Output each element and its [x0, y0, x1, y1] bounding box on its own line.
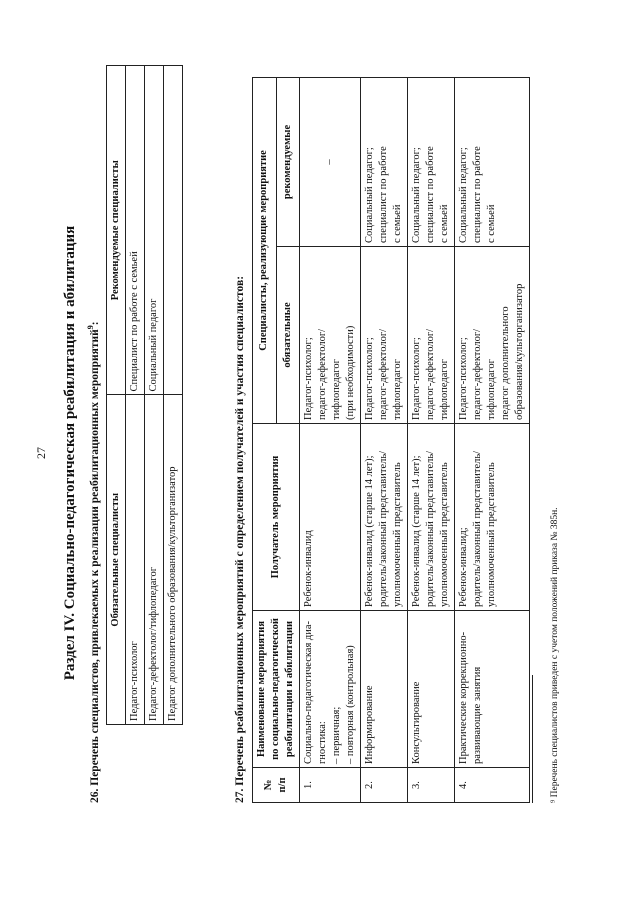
cell-mandatory — [455, 246, 530, 423]
text-line: гностика: — [317, 720, 328, 764]
text-line: Ребенок-инвалид; — [458, 526, 469, 607]
measures-table — [252, 77, 530, 803]
header-line: по социально-педагогической — [270, 617, 281, 760]
cell-name — [455, 610, 530, 767]
text-line: Социально-педагогическая диа- — [303, 620, 314, 764]
text-line: Педагог-психолог; — [411, 336, 422, 420]
section-26-heading: 26. Перечень специалистов, привлекаемых к реализации реабилитационных мероприятий$^9$: — [86, 320, 101, 803]
text-line: образования/культорганизатор — [514, 283, 525, 420]
text-line: Информирование — [364, 685, 375, 764]
text-line: Ребенок-инвалид — [303, 529, 314, 607]
text-line: Ребенок-инвалид (старше 14 лет); — [411, 454, 422, 607]
text-line: педагог дополнительного — [500, 305, 511, 420]
cell-required: Педагог-дефектолог/тифлопедагог — [145, 395, 164, 725]
cell-recommended: Специалист по работе с семьей — [126, 65, 145, 395]
table-row — [408, 77, 455, 802]
col-recommended-header: Рекомендуемые специалисты — [107, 65, 126, 395]
text-line: Педагог-психолог; — [303, 336, 314, 420]
cell-mandatory — [300, 246, 361, 423]
text-line: уполномоченный представитель — [439, 461, 450, 607]
cell-name — [408, 610, 455, 767]
cell-recipient — [408, 423, 455, 610]
text-line: (при необходимости) — [345, 325, 356, 420]
text-line: уполномоченный представитель — [392, 461, 403, 607]
text-line: уполномоченный представитель — [486, 461, 497, 607]
cell-name — [361, 610, 408, 767]
col-required-header: Обязательные специалисты — [107, 395, 126, 725]
text-line: тифлопедагог — [392, 358, 403, 420]
footnote-divider — [532, 675, 533, 803]
text-line: Педагог-психолог; — [458, 336, 469, 420]
table-row — [164, 65, 183, 724]
cell-required: Педагог дополнительного образования/культорганизатор — [164, 395, 183, 725]
cell-name — [300, 610, 361, 767]
text-line: – повторная (контрольная) — [345, 644, 356, 764]
col-mandatory-header: обязательные — [276, 246, 300, 423]
cell-recommended — [455, 77, 530, 246]
header-line: Наименование мероприятия — [256, 620, 267, 757]
text-line: Консультирование — [411, 681, 422, 764]
text-line: – — [324, 158, 335, 165]
text-line: тифлопедагог — [439, 358, 450, 420]
col-recipient-header: Получатель мероприятия — [253, 423, 300, 610]
cell-recommended — [164, 65, 183, 395]
table-row — [300, 77, 361, 802]
specialists-table — [106, 65, 183, 725]
col-name-header — [253, 610, 300, 767]
text-line: родитель/законный представитель/ — [425, 450, 436, 607]
text-line: Ребенок-инвалид (старше 14 лет); — [364, 454, 375, 607]
text-line: Социальный педагог; — [411, 146, 422, 243]
table-row — [361, 77, 408, 802]
text-line: с семьей — [392, 204, 403, 243]
text-line: педагог-дефектолог/ — [378, 328, 389, 420]
text-line: Педагог-психолог; — [364, 336, 375, 420]
table-row — [145, 65, 164, 724]
text-line: тифлопедагог — [486, 358, 497, 420]
rotated-content — [20, 23, 620, 883]
text-line: специалист по работе — [425, 145, 436, 243]
cell-mandatory — [361, 246, 408, 423]
footnote-reference: 9 — [86, 324, 95, 329]
page-number: 27 — [34, 446, 48, 459]
text-line: – первичная; — [331, 706, 342, 764]
text-line: Социальный педагог; — [364, 146, 375, 243]
text-line: Практические коррекционно- — [458, 631, 469, 764]
header-line: п/п — [277, 776, 288, 793]
table-row — [455, 77, 530, 802]
text-line: Социальный педагог; — [458, 146, 469, 243]
section-26-heading-text: 26. Перечень специалистов, привлекаемых к реализации реабилитационных мероприятий — [88, 328, 101, 803]
cell-recommended — [408, 77, 455, 246]
text-line: с семьей — [439, 204, 450, 243]
cell-recommended — [361, 77, 408, 246]
text-line: родитель/законный представитель/ — [378, 450, 389, 607]
cell-num: 3. — [408, 767, 455, 802]
cell-recipient — [300, 423, 361, 610]
text-line: развивающие занятия — [472, 666, 483, 764]
cell-recommended — [300, 77, 361, 246]
cell-required: Педагог-психолог — [126, 395, 145, 725]
table-header-row — [107, 65, 126, 724]
cell-num: 4. — [455, 767, 530, 802]
header-line: № — [263, 779, 274, 790]
cell-mandatory — [408, 246, 455, 423]
text-line: родитель/законный представитель/ — [472, 450, 483, 607]
cell-num: 1. — [300, 767, 361, 802]
cell-recommended: Социальный педагог — [145, 65, 164, 395]
section-title: Раздел IV. Социально-педагогическая реабилитация и абилитация — [62, 225, 78, 680]
cell-recipient — [361, 423, 408, 610]
footnote: ⁹ Перечень специалистов приведен с учетом положений приказа № 385н. — [550, 506, 560, 803]
col-recommended-header: рекомендуемые — [276, 77, 300, 246]
text-line: тифлопедагог — [331, 358, 342, 420]
text-line: специалист по работе — [472, 145, 483, 243]
cell-recipient — [455, 423, 530, 610]
text-line: педагог-дефектолог/ — [317, 328, 328, 420]
text-line: педагог-дефектолог/ — [472, 328, 483, 420]
cell-num: 2. — [361, 767, 408, 802]
text-line: педагог-дефектолог/ — [425, 328, 436, 420]
col-num-header — [253, 767, 300, 802]
table-header-row — [253, 77, 277, 802]
header-line: реабилитации и абилитации — [284, 620, 295, 757]
section-27-heading: 27. Перечень реабилитационных мероприятий с определением получателей и участия специалистов: — [234, 275, 246, 803]
col-specialists-header: Специалисты, реализующие мероприятие — [253, 77, 277, 423]
table-row — [126, 65, 145, 724]
text-line: с семьей — [486, 204, 497, 243]
text-line: специалист по работе — [378, 145, 389, 243]
